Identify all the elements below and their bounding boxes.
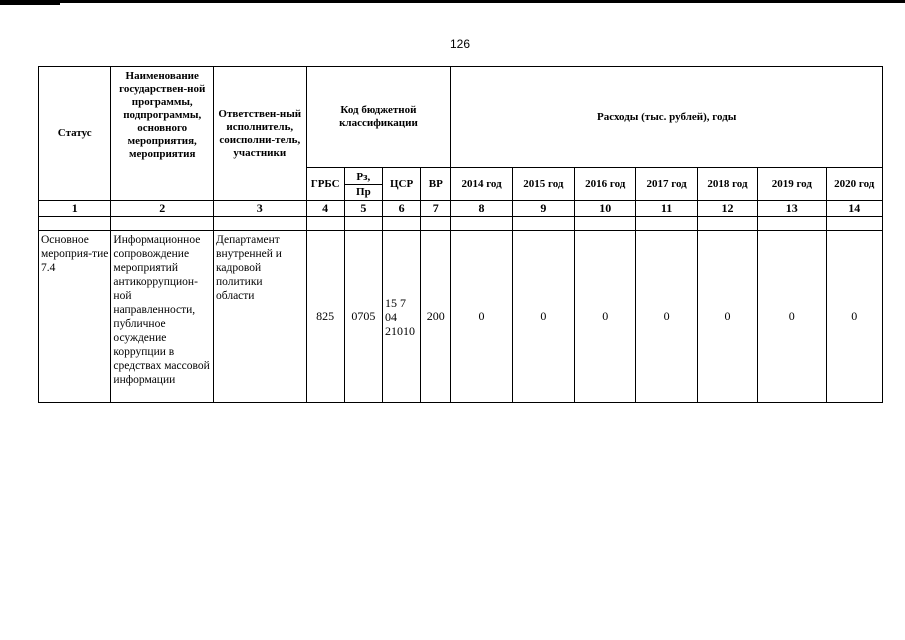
empty-cell (306, 217, 344, 231)
column-number: 13 (758, 201, 826, 217)
row-value-2020: 0 (826, 231, 883, 403)
empty-cell (39, 217, 111, 231)
row-value-2015: 0 (512, 231, 574, 403)
header-grbs: ГРБС (306, 168, 344, 201)
empty-cell (758, 217, 826, 231)
header-status: Статус (39, 67, 111, 201)
column-number: 12 (697, 201, 757, 217)
empty-cell (382, 217, 420, 231)
header-row-top (39, 67, 883, 168)
column-number: 6 (382, 201, 420, 217)
column-number: 8 (451, 201, 512, 217)
header-pr: Пр (345, 184, 382, 199)
row-value-2016: 0 (575, 231, 636, 403)
header-year-2020: 2020 год (826, 168, 883, 201)
row-responsible: Департамент внутренней и кадровой политики области (214, 231, 307, 403)
header-year-2014: 2014 год (451, 168, 512, 201)
header-year-2016: 2016 год (575, 168, 636, 201)
header-year-2018: 2018 год (697, 168, 757, 201)
column-number: 2 (111, 201, 214, 217)
header-responsible: Ответствен-ный исполнитель, соисполни-тель, участники (214, 67, 307, 201)
row-name: Информационное сопровождение мероприятий антикоррупцион-ной направленности, публичное осуждение коррупции в средствах массовой информации (111, 231, 214, 403)
empty-cell (111, 217, 214, 231)
row-status: Основное мероприя-тие 7.4 (39, 231, 111, 403)
empty-cell (575, 217, 636, 231)
column-number: 7 (421, 201, 451, 217)
column-number: 4 (306, 201, 344, 217)
column-number: 9 (512, 201, 574, 217)
empty-cell (512, 217, 574, 231)
row-vr: 200 (421, 231, 451, 403)
empty-cell (451, 217, 512, 231)
column-number: 1 (39, 201, 111, 217)
table-row (39, 231, 883, 403)
empty-cell (214, 217, 307, 231)
header-rz: Рз, (356, 170, 371, 183)
column-number: 14 (826, 201, 883, 217)
column-number: 5 (344, 201, 382, 217)
top-border-line (0, 0, 905, 3)
row-grbs: 825 (306, 231, 344, 403)
empty-cell (636, 217, 697, 231)
budget-table (38, 66, 883, 403)
row-rzpr: 0705 (344, 231, 382, 403)
column-number-row (39, 201, 883, 217)
header-csr: ЦСР (382, 168, 420, 201)
column-number: 11 (636, 201, 697, 217)
row-value-2019: 0 (758, 231, 826, 403)
page-number: 126 (449, 37, 471, 51)
row-value-2014: 0 (451, 231, 512, 403)
header-rz-pr (344, 168, 382, 201)
empty-cell (344, 217, 382, 231)
header-name: Наименование государствен-ной программы, подпрограммы, основного мероприятия, мероприятия (111, 67, 214, 201)
header-expenses: Расходы (тыс. рублей), годы (451, 67, 883, 168)
header-year-2017: 2017 год (636, 168, 697, 201)
empty-row (39, 217, 883, 231)
row-csr: 15 7 04 21010 (382, 231, 420, 403)
header-year-2019: 2019 год (758, 168, 826, 201)
top-border-tick (0, 0, 60, 5)
empty-cell (826, 217, 883, 231)
header-vr: ВР (421, 168, 451, 201)
row-value-2018: 0 (697, 231, 757, 403)
empty-cell (697, 217, 757, 231)
column-number: 10 (575, 201, 636, 217)
header-budget-code: Код бюджетной классификации (306, 67, 451, 168)
header-year-2015: 2015 год (512, 168, 574, 201)
column-number: 3 (214, 201, 307, 217)
empty-cell (421, 217, 451, 231)
row-value-2017: 0 (636, 231, 697, 403)
